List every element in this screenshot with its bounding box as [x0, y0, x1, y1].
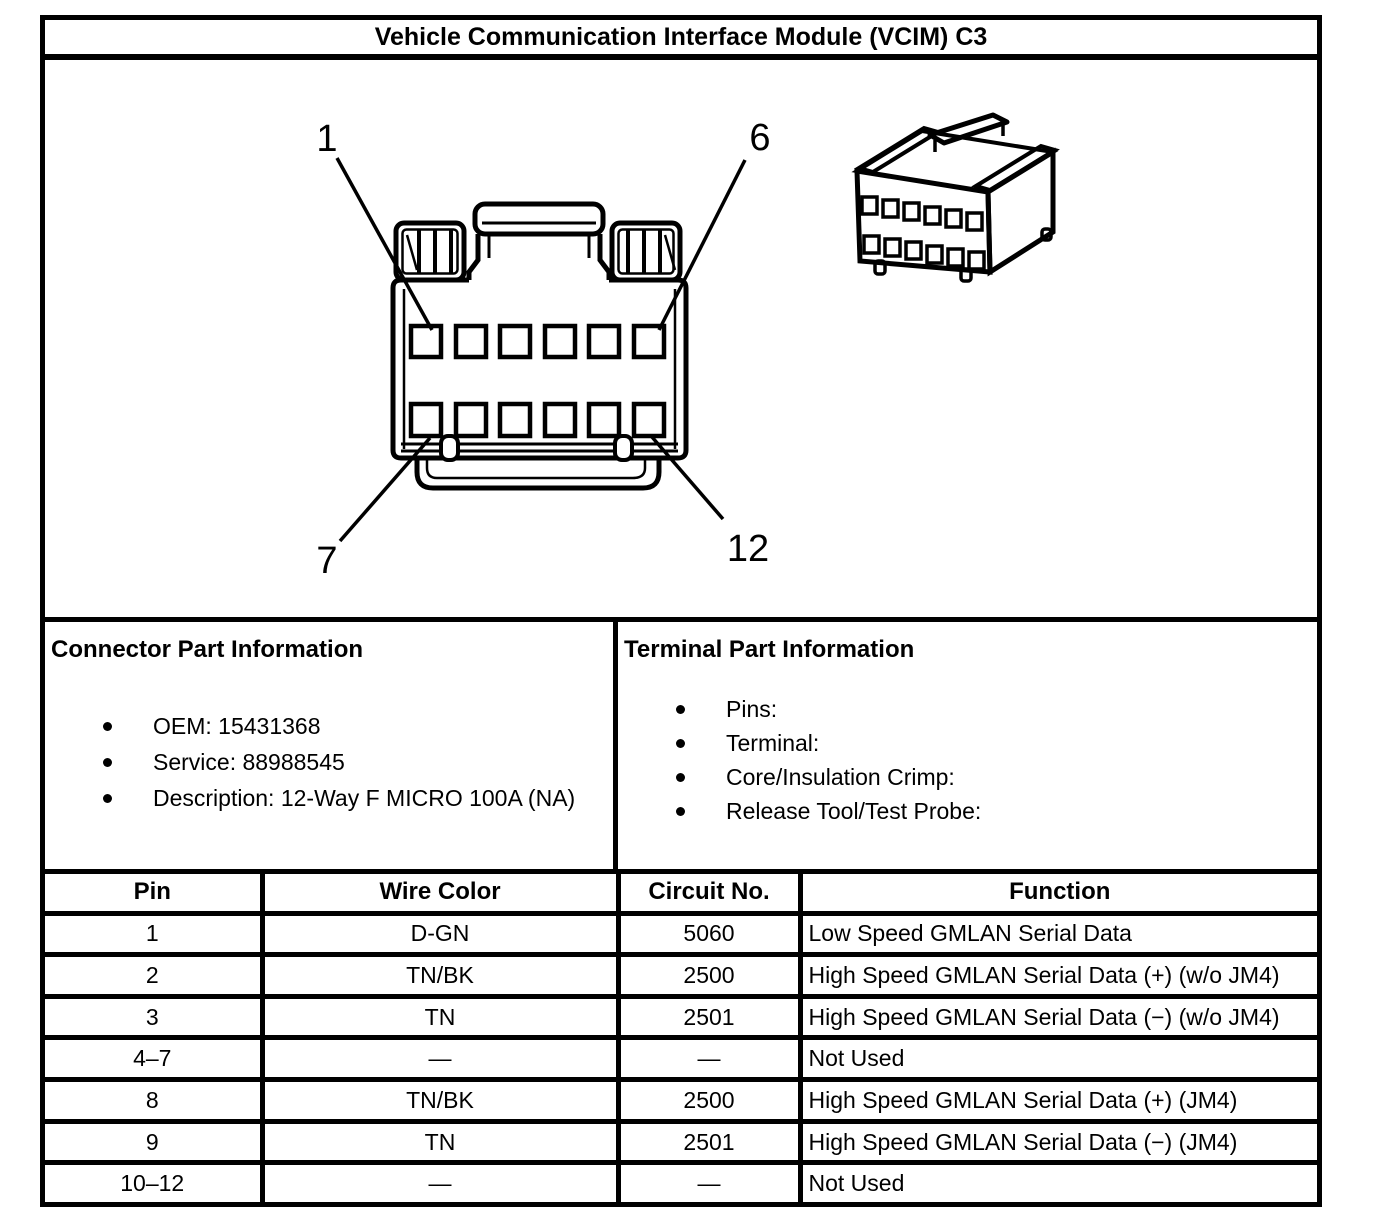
pin-cell: 4–7 — [45, 1038, 262, 1080]
circuit-no-cell: — — [618, 1038, 800, 1080]
wire-color-cell: — — [262, 1163, 618, 1202]
list-item — [618, 760, 1317, 794]
list-item — [45, 744, 613, 780]
pin-cell: 10–12 — [45, 1163, 262, 1202]
part-information-row — [45, 622, 1317, 874]
pin-cell: 3 — [45, 996, 262, 1038]
function-cell: High Speed GMLAN Serial Data (+) (w/o JM4) — [800, 955, 1317, 997]
document-frame — [40, 15, 1322, 1207]
callout-label-pin12: 12 — [726, 528, 770, 570]
list-item — [45, 708, 613, 744]
circuit-no-header: Circuit No. — [618, 874, 800, 913]
list-item — [618, 794, 1317, 828]
table-header-row — [45, 874, 1317, 913]
pin-cell: 9 — [45, 1121, 262, 1163]
bullet-icon — [103, 758, 112, 767]
table-row — [45, 955, 1317, 997]
wire-color-cell: D-GN — [262, 913, 618, 955]
list-item — [618, 692, 1317, 726]
circuit-no-cell: 2500 — [618, 955, 800, 997]
pin-row-2 — [411, 404, 664, 436]
service-number: Service: 88988545 — [153, 748, 345, 775]
callout-label-pin7: 7 — [316, 540, 338, 582]
connector-part-info-heading: Connector Part Information — [51, 636, 364, 663]
wire-color-header: Wire Color — [262, 874, 618, 913]
table-row — [45, 913, 1317, 955]
pinout-table-area — [45, 874, 1317, 1202]
pin-cell: 8 — [45, 1080, 262, 1122]
pin-row-1 — [411, 326, 664, 357]
function-cell: High Speed GMLAN Serial Data (−) (w/o JM4) — [800, 996, 1317, 1038]
list-item — [45, 780, 613, 816]
bullet-icon — [676, 773, 685, 782]
function-cell: Low Speed GMLAN Serial Data — [800, 913, 1317, 955]
connector-part-info-list — [45, 708, 613, 816]
diagram-panel — [45, 60, 1317, 622]
function-cell: Not Used — [800, 1163, 1317, 1202]
circuit-no-cell: 5060 — [618, 913, 800, 955]
terminal-part-info-box — [618, 622, 1317, 869]
function-cell: High Speed GMLAN Serial Data (−) (JM4) — [800, 1121, 1317, 1163]
page-title: Vehicle Communication Interface Module (VCIM) C3 — [45, 20, 1317, 60]
table-row — [45, 1121, 1317, 1163]
oem-number: OEM: 15431368 — [153, 712, 321, 739]
circuit-no-cell: 2501 — [618, 996, 800, 1038]
latch-tab — [475, 204, 603, 234]
table-row — [45, 1038, 1317, 1080]
connector-description: Description: 12-Way F MICRO 100A (NA) — [153, 784, 576, 811]
3d-pin-holes-top — [862, 197, 982, 230]
wire-color-cell: TN/BK — [262, 1080, 618, 1122]
callout-line-7 — [340, 438, 430, 541]
circuit-no-cell: 2500 — [618, 1080, 800, 1122]
release-tool-test-probe-label: Release Tool/Test Probe: — [726, 797, 982, 824]
table-row — [45, 1080, 1317, 1122]
connector-face-diagram — [337, 158, 745, 541]
wire-color-cell: TN — [262, 1121, 618, 1163]
bullet-icon — [103, 722, 112, 731]
bullet-icon — [676, 807, 685, 816]
left-rib-tab — [396, 223, 464, 280]
pin-cell: 2 — [45, 955, 262, 997]
list-item — [618, 726, 1317, 760]
callout-line-6 — [659, 160, 745, 330]
function-header: Function — [800, 874, 1317, 913]
terminal-label: Terminal: — [726, 729, 820, 756]
connector-3d-view — [857, 115, 1055, 281]
connector-part-info-box — [45, 622, 618, 869]
callout-label-pin1: 1 — [316, 118, 338, 160]
bullet-icon — [676, 739, 685, 748]
table-row — [45, 996, 1317, 1038]
right-rib-tab — [612, 223, 680, 280]
circuit-no-cell: 2501 — [618, 1121, 800, 1163]
function-cell: High Speed GMLAN Serial Data (+) (JM4) — [800, 1080, 1317, 1122]
function-cell: Not Used — [800, 1038, 1317, 1080]
wire-color-cell: — — [262, 1038, 618, 1080]
wire-color-cell: TN/BK — [262, 955, 618, 997]
terminal-part-info-heading: Terminal Part Information — [624, 636, 915, 663]
pin-header: Pin — [45, 874, 262, 913]
terminal-part-info-list — [618, 692, 1317, 828]
circuit-no-cell: — — [618, 1163, 800, 1202]
wire-color-cell: TN — [262, 996, 618, 1038]
connector-diagram — [45, 60, 1317, 617]
table-row — [45, 1163, 1317, 1202]
bullet-icon — [676, 705, 685, 714]
pin-cell: 1 — [45, 913, 262, 955]
callout-label-pin6: 6 — [749, 117, 771, 159]
pinout-table — [45, 874, 1317, 1202]
core-insulation-crimp-label: Core/Insulation Crimp: — [726, 763, 955, 790]
bullet-icon — [103, 794, 112, 803]
pins-label: Pins: — [726, 695, 778, 722]
